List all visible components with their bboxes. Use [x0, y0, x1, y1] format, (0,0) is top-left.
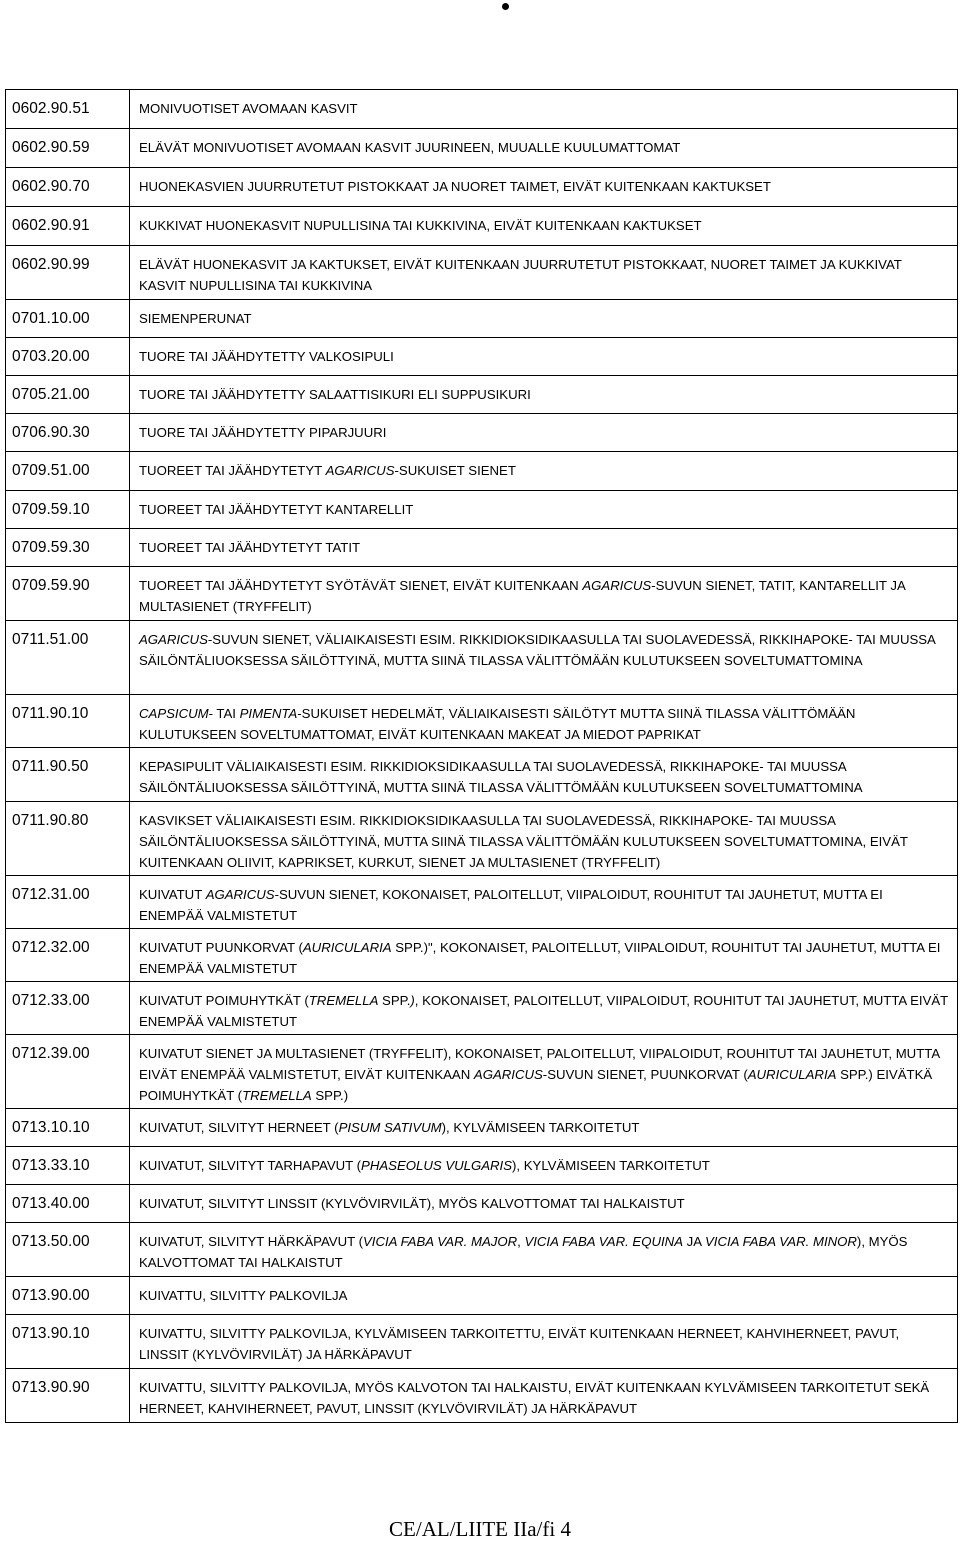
tariff-description: KUIVATUT SIENET JA MULTASIENET (TRYFFELIT), KOKONAISET, PALOITELLUT, VIIPALOIDUT, ROUHITUT TAI JAUHETUT, MUTTA EIVÄT ENEMPÄÄ VALMISTETUT, EIVÄT KUITENKAAN AGARICUS-SUVUN SIENET, PUUNKORVAT (AURICULARIA SPP.) EIVÄTKÄ POIMUHYTKÄT (TREMELLA SPP.) [130, 1035, 958, 1109]
tariff-description: KUKKIVAT HUONEKASVIT NUPULLISINA TAI KUKKIVINA, EIVÄT KUITENKAAN KAKTUKSET [130, 207, 958, 246]
tariff-code: 0711.90.80 [6, 802, 130, 876]
tariff-description: HUONEKASVIEN JUURRUTETUT PISTOKKAAT JA NUORET TAIMET, EIVÄT KUITENKAAN KAKTUKSET [130, 168, 958, 207]
tariff-code: 0602.90.91 [6, 207, 130, 246]
tariff-code: 0706.90.30 [6, 414, 130, 452]
tariff-description: KUIVATUT PUUNKORVAT (AURICULARIA SPP.)", KOKONAISET, PALOITELLUT, VIIPALOIDUT, ROUHITUT TAI JAUHETUT, MUTTA EI ENEMPÄÄ VALMISTETUT [130, 929, 958, 982]
tariff-description: ELÄVÄT MONIVUOTISET AVOMAAN KASVIT JUURINEEN, MUUALLE KUULUMATTOMAT [130, 129, 958, 168]
tariff-code: 0709.59.30 [6, 529, 130, 567]
table-row [6, 376, 958, 414]
tariff-description: KUIVATTU, SILVITTY PALKOVILJA, KYLVÄMISEEN TARKOITETTU, EIVÄT KUITENKAAN HERNEET, KAHVIHERNEET, PAVUT, LINSSIT (KYLVÖVIRVILÄT) JA HÄRKÄPAVUT [130, 1315, 958, 1369]
tariff-code: 0705.21.00 [6, 376, 130, 414]
table-row [6, 1277, 958, 1315]
tariff-description: MONIVUOTISET AVOMAAN KASVIT [130, 90, 958, 129]
tariff-code-table [5, 89, 958, 1423]
tariff-code: 0602.90.99 [6, 246, 130, 300]
tariff-code: 0713.33.10 [6, 1147, 130, 1185]
tariff-description: TUORE TAI JÄÄHDYTETTY VALKOSIPULI [130, 338, 958, 376]
table-row [6, 452, 958, 491]
table-row [6, 529, 958, 567]
table-row [6, 1185, 958, 1223]
tariff-description: CAPSICUM- TAI PIMENTA-SUKUISET HEDELMÄT, VÄLIAIKAISESTI SÄILÖTYT MUTTA SIINÄ TILASSA VÄLITTÖMÄÄN KULUTUKSEEN SOVELTUMATTOMAT, EIVÄT KUITENKAAN MAKEAT JA MIEDOT PAPRIKAT [130, 695, 958, 748]
table-row [6, 338, 958, 376]
tariff-code: 0713.40.00 [6, 1185, 130, 1223]
tariff-code: 0711.90.10 [6, 695, 130, 748]
tariff-code: 0602.90.70 [6, 168, 130, 207]
tariff-description: TUOREET TAI JÄÄHDYTETYT SYÖTÄVÄT SIENET, EIVÄT KUITENKAAN AGARICUS-SUVUN SIENET, TATIT, KANTARELLIT JA MULTASIENET (TRYFFELIT) [130, 567, 958, 621]
tariff-description: TUORE TAI JÄÄHDYTETTY SALAATTISIKURI ELI SUPPUSIKURI [130, 376, 958, 414]
table-row [6, 90, 958, 129]
table-row [6, 1315, 958, 1369]
tariff-code: 0709.51.00 [6, 452, 130, 491]
tariff-code: 0713.90.90 [6, 1369, 130, 1423]
tariff-description: TUOREET TAI JÄÄHDYTETYT TATIT [130, 529, 958, 567]
bullet-dot [502, 3, 509, 10]
table-row [6, 876, 958, 929]
table-row [6, 246, 958, 300]
tariff-code: 0712.31.00 [6, 876, 130, 929]
table-body [6, 90, 958, 1423]
tariff-code: 0713.50.00 [6, 1223, 130, 1277]
tariff-description: KUIVATUT, SILVITYT TARHAPAVUT (PHASEOLUS VULGARIS), KYLVÄMISEEN TARKOITETUT [130, 1147, 958, 1185]
tariff-code: 0713.10.10 [6, 1109, 130, 1147]
table-row [6, 1035, 958, 1109]
table-row [6, 621, 958, 695]
tariff-code: 0713.90.10 [6, 1315, 130, 1369]
tariff-code: 0703.20.00 [6, 338, 130, 376]
tariff-description: TUOREET TAI JÄÄHDYTETYT AGARICUS-SUKUISET SIENET [130, 452, 958, 491]
tariff-description: KUIVATUT, SILVITYT HERNEET (PISUM SATIVUM), KYLVÄMISEEN TARKOITETUT [130, 1109, 958, 1147]
tariff-description: SIEMENPERUNAT [130, 300, 958, 338]
page-footer: CE/AL/LIITE IIa/fi 4 [389, 1517, 571, 1541]
tariff-description: KUIVATUT, SILVITYT LINSSIT (KYLVÖVIRVILÄT), MYÖS KALVOTTOMAT TAI HALKAISTUT [130, 1185, 958, 1223]
table-row [6, 129, 958, 168]
table-row [6, 748, 958, 802]
tariff-code: 0709.59.90 [6, 567, 130, 621]
table-row [6, 1223, 958, 1277]
table-row [6, 1147, 958, 1185]
table-row [6, 1109, 958, 1147]
table-row [6, 802, 958, 876]
tariff-description: KUIVATTU, SILVITTY PALKOVILJA, MYÖS KALVOTON TAI HALKAISTU, EIVÄT KUITENKAAN KYLVÄMISEEN TARKOITETUT SEKÄ HERNEET, KAHVIHERNEET, PAVUT, LINSSIT (KYLVÖVIRVILÄT) JA HÄRKÄPAVUT [130, 1369, 958, 1423]
tariff-code: 0712.39.00 [6, 1035, 130, 1109]
tariff-code: 0602.90.59 [6, 129, 130, 168]
tariff-code: 0712.32.00 [6, 929, 130, 982]
table-row [6, 567, 958, 621]
tariff-description: TUOREET TAI JÄÄHDYTETYT KANTARELLIT [130, 491, 958, 529]
tariff-code: 0709.59.10 [6, 491, 130, 529]
tariff-description: KUIVATTU, SILVITTY PALKOVILJA [130, 1277, 958, 1315]
tariff-code: 0713.90.00 [6, 1277, 130, 1315]
tariff-code: 0701.10.00 [6, 300, 130, 338]
tariff-description: KUIVATUT, SILVITYT HÄRKÄPAVUT (VICIA FABA VAR. MAJOR, VICIA FABA VAR. EQUINA JA VICIA FABA VAR. MINOR), MYÖS KALVOTTOMAT TAI HALKAISTUT [130, 1223, 958, 1277]
table-row [6, 300, 958, 338]
tariff-description: KASVIKSET VÄLIAIKAISESTI ESIM. RIKKIDIOKSIDIKAASULLA TAI SUOLAVEDESSÄ, RIKKIHAPOKE- TAI MUUSSA SÄILÖNTÄLIUOKSESSA SÄILÖTTYINÄ, MUTTA SIINÄ TILASSA VÄLITTÖMÄÄN KULUTUKSEEN SOVELTUMATTOMINA, EIVÄT KUITENKAAN OLIIVIT, KAPRIKSET, KURKUT, SIENET JA MULTASIENET (TRYFFELIT) [130, 802, 958, 876]
table-row [6, 168, 958, 207]
table-row [6, 207, 958, 246]
tariff-description: ELÄVÄT HUONEKASVIT JA KAKTUKSET, EIVÄT KUITENKAAN JUURRUTETUT PISTOKKAAT, NUORET TAIMET JA KUKKIVAT KASVIT NUPULLISINA TAI KUKKIVINA [130, 246, 958, 300]
tariff-code: 0711.51.00 [6, 621, 130, 695]
table-row [6, 695, 958, 748]
tariff-description: TUORE TAI JÄÄHDYTETTY PIPARJUURI [130, 414, 958, 452]
tariff-code: 0712.33.00 [6, 982, 130, 1035]
table-row [6, 929, 958, 982]
tariff-description: AGARICUS-SUVUN SIENET, VÄLIAIKAISESTI ESIM. RIKKIDIOKSIDIKAASULLA TAI SUOLAVEDESSÄ, RIKKIHAPOKE- TAI MUUSSA SÄILÖNTÄLIUOKSESSA SÄILÖTTYINÄ, MUTTA SIINÄ TILASSA VÄLITTÖMÄÄN KULUTUKSEEN SOVELTUMATTOMINA [130, 621, 958, 695]
table-row [6, 491, 958, 529]
table-row [6, 1369, 958, 1423]
tariff-code: 0602.90.51 [6, 90, 130, 129]
tariff-description: KUIVATUT POIMUHYTKÄT (TREMELLA SPP.), KOKONAISET, PALOITELLUT, VIIPALOIDUT, ROUHITUT TAI JAUHETUT, MUTTA EIVÄT ENEMPÄÄ VALMISTETUT [130, 982, 958, 1035]
tariff-code: 0711.90.50 [6, 748, 130, 802]
table-row [6, 414, 958, 452]
tariff-description: KEPASIPULIT VÄLIAIKAISESTI ESIM. RIKKIDIOKSIDIKAASULLA TAI SUOLAVEDESSÄ, RIKKIHAPOKE- TAI MUUSSA SÄILÖNTÄLIUOKSESSA SÄILÖTTYINÄ, MUTTA SIINÄ TILASSA VÄLITTÖMÄÄN KULUTUKSEEN SOVELTUMATTOMINA [130, 748, 958, 802]
tariff-description: KUIVATUT AGARICUS-SUVUN SIENET, KOKONAISET, PALOITELLUT, VIIPALOIDUT, ROUHITUT TAI JAUHETUT, MUTTA EI ENEMPÄÄ VALMISTETUT [130, 876, 958, 929]
table-row [6, 982, 958, 1035]
